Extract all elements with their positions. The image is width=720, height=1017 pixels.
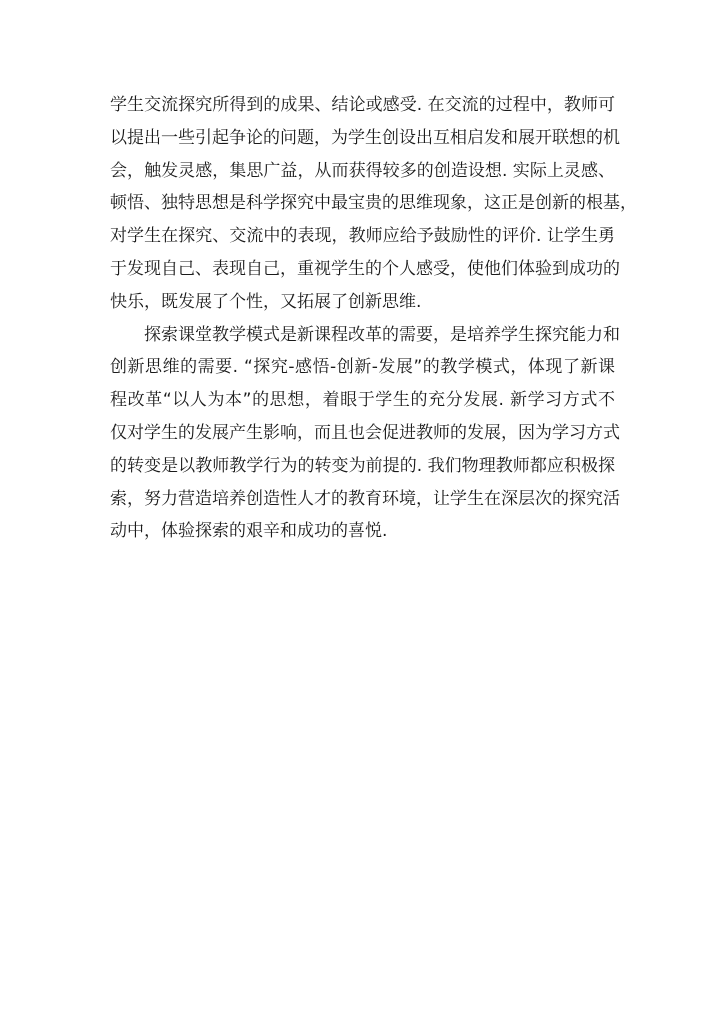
text-line: 创新思维的需要. “探究-感悟-创新-发展”的教学模式，体现了新课 <box>110 357 615 378</box>
text-line: 以提出一些引起争论的问题，为学生创设出互相启发和展开联想的机 <box>110 127 620 148</box>
text-line: 对学生在探究、交流中的表现，教师应给予鼓励性的评价. 让学生勇 <box>110 226 615 247</box>
text-line: 动中，体验探索的艰辛和成功的喜悦. <box>110 521 388 542</box>
text-line: 索，努力营造培养创造性人才的教育环境，让学生在深层次的探究活 <box>110 488 620 509</box>
text-line: 仅对学生的发展产生影响，而且也会促进教师的发展，因为学习方式 <box>110 422 620 443</box>
text-line: 快乐，既发展了个性，又拓展了创新思维. <box>110 291 422 312</box>
paragraph-1 <box>110 89 637 319</box>
text-line: 程改革“以人为本”的思想，着眼于学生的充分发展. 新学习方式不 <box>110 390 615 411</box>
body-text <box>110 89 637 548</box>
paragraph-2 <box>110 319 620 549</box>
text-line: 探索课堂教学模式是新课程改革的需要，是培养学生探究能力和 <box>110 324 620 345</box>
text-line: 学生交流探究所得到的成果、结论或感受. 在交流的过程中，教师可 <box>110 95 615 115</box>
text-line: 的转变是以教师教学行为的转变为前提的. 我们物理教师都应积极探 <box>110 455 615 476</box>
text-line: 会，触发灵感，集思广益，从而获得较多的创造设想. 实际上灵感、 <box>110 160 615 181</box>
text-line: 于发现自己、表现自己，重视学生的个人感受，使他们体验到成功的 <box>110 258 620 279</box>
text-line: 顿悟、独特思想是科学探究中最宝贵的思维现象，这正是创新的根基， <box>110 193 637 214</box>
